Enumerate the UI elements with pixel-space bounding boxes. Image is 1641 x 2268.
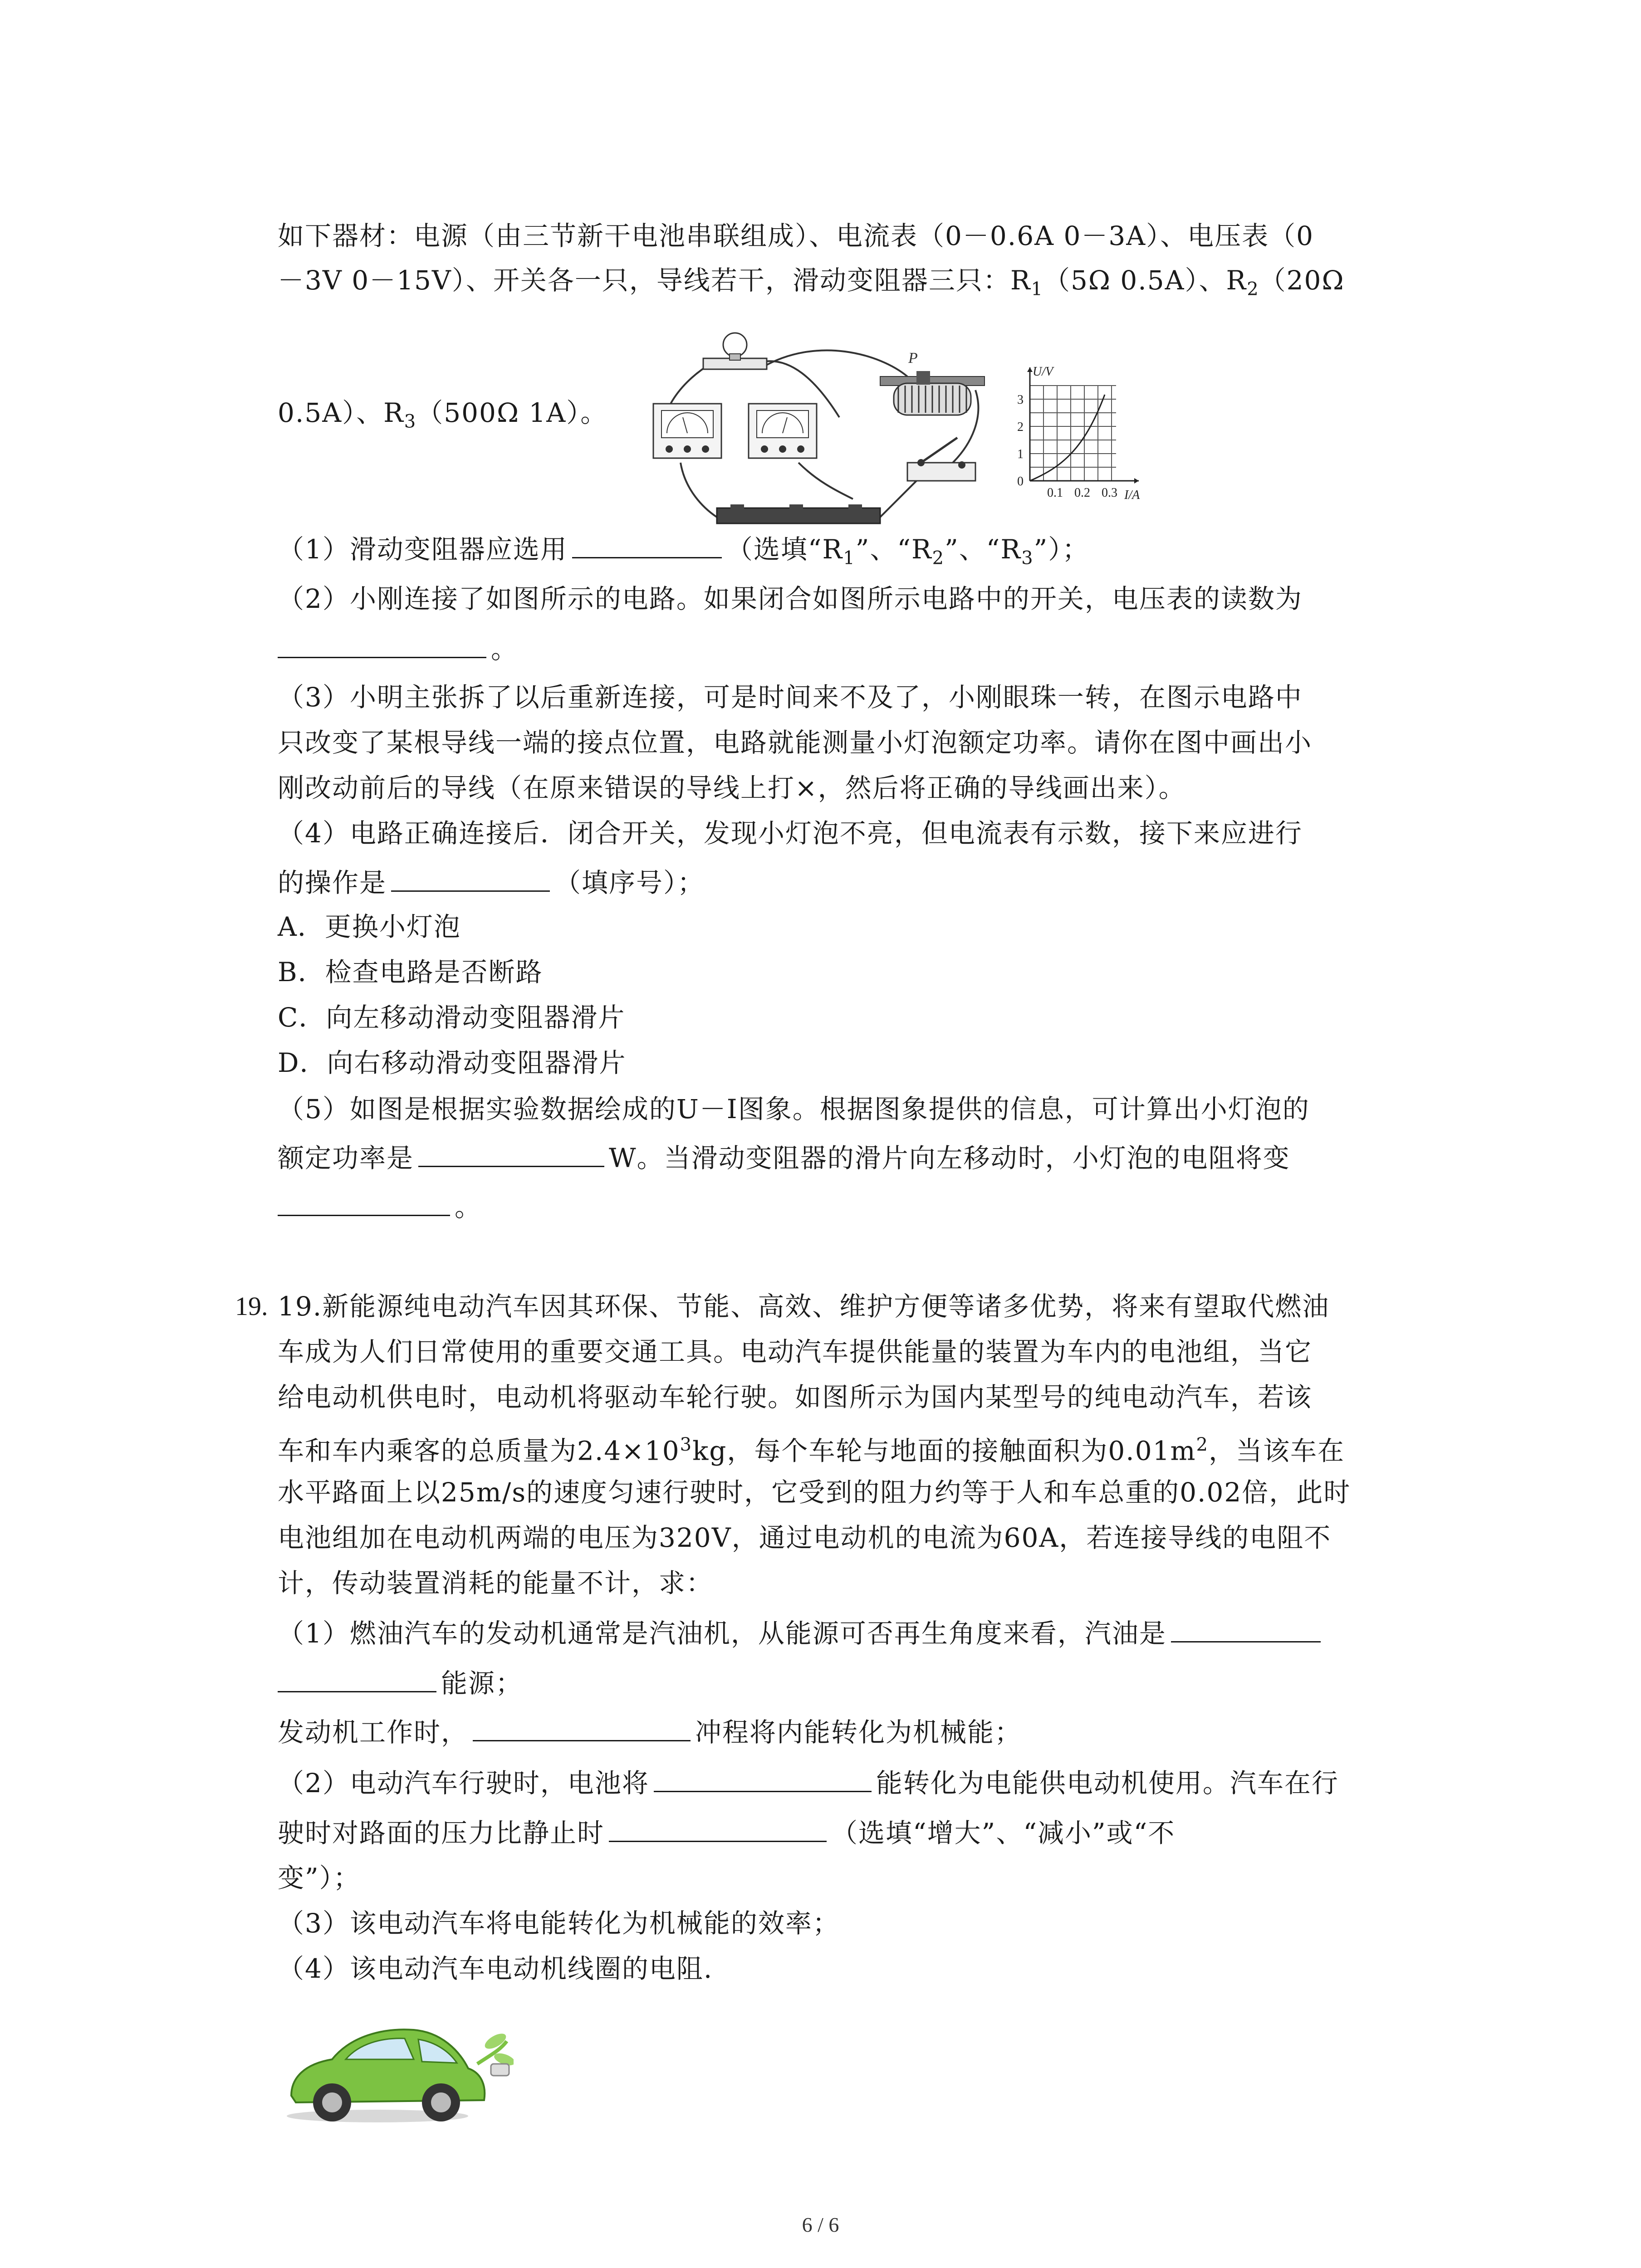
option-d: D．向右移动滑动变阻器滑片 bbox=[278, 1047, 627, 1078]
q19-part3: （3）该电动汽车将电能转化为机械能的效率； bbox=[278, 1908, 840, 1939]
electric-car-image bbox=[278, 2009, 514, 2127]
q18-part3-line3: 刚改动前后的导线（在原来错误的导线上打×，然后将正确的导线画出来）。 bbox=[278, 772, 1186, 803]
answer-blank[interactable] bbox=[418, 1139, 604, 1167]
q18-part5-line2: 额定功率是 W。当滑动变阻器的滑片向左移动时，小灯泡的电阻将变 bbox=[278, 1139, 1290, 1176]
rheostat-icon bbox=[880, 350, 985, 415]
option-a: A．更换小灯泡 bbox=[278, 911, 461, 942]
q18-part4-line2: 的操作是 （填序号）； bbox=[278, 864, 705, 901]
ammeter-icon bbox=[749, 404, 817, 458]
graph-xtick: 0.1 bbox=[1047, 486, 1063, 500]
q18-intro-line2: －3V 0－15V）、开关各一只，导线若干，滑动变阻器三只：$R_1(5\Omega$ 0.5A）、$R_2(20\Omega$ bbox=[278, 265, 1345, 300]
graph-ytick: 2 bbox=[1017, 420, 1024, 434]
q19-line5: 水平路面上以25m/s的速度匀速行驶时，它受到的阻力约等于人和车总重的0.02倍，此时 bbox=[278, 1477, 1351, 1508]
answer-blank[interactable] bbox=[473, 1714, 691, 1741]
q19-line2: 车成为人们日常使用的重要交通工具。电动汽车提供能量的装置为车内的电池组，当它 bbox=[278, 1336, 1313, 1367]
q18-intro-line3: 0.5A）、$R_3(500\Omega$ 1A）。 bbox=[278, 397, 608, 432]
graph-xtick: 0.3 bbox=[1102, 486, 1117, 500]
answer-blank[interactable] bbox=[278, 1188, 450, 1216]
voltmeter-icon bbox=[653, 404, 721, 458]
graph-ylabel: U/V bbox=[1033, 365, 1053, 379]
option-b: B．检查电路是否断路 bbox=[278, 957, 543, 987]
q19-part4: （4）该电动汽车电动机线圈的电阻. bbox=[278, 1953, 713, 1984]
q19-line3: 给电动机供电时，电动机将驱动车轮行驶。如图所示为国内某型号的纯电动汽车，若该 bbox=[278, 1382, 1313, 1413]
q18-part2-line1: （2）小刚连接了如图所示的电路。如果闭合如图所示电路中的开关，电压表的读数为 bbox=[278, 583, 1303, 614]
graph-ytick: 0 bbox=[1017, 474, 1024, 489]
q18-part2-line2: 。 bbox=[278, 631, 518, 667]
answer-blank[interactable] bbox=[1171, 1615, 1321, 1642]
graph-xlabel: I/A bbox=[1124, 488, 1140, 502]
q19-part2-line2: 驶时对路面的压力比静止时 （选填“增大”、“减小”或“不 bbox=[278, 1814, 1175, 1851]
answer-blank[interactable] bbox=[609, 1814, 827, 1842]
battery-icon bbox=[717, 504, 880, 523]
q19-part1-line1: （1）燃油汽车的发动机通常是汽油机，从能源可否再生角度来看，汽油是 bbox=[278, 1615, 1325, 1652]
light-bulb-icon bbox=[703, 333, 767, 369]
switch-icon bbox=[907, 438, 975, 481]
q18-part3-line1: （3）小明主张拆了以后重新连接，可是时间来不及了，小刚眼珠一转，在图示电路中 bbox=[278, 682, 1303, 713]
q19-line7: 计，传动装置消耗的能量不计，求： bbox=[278, 1568, 714, 1598]
question-number: 19. bbox=[235, 1291, 268, 1321]
q18-part4-line1: （4）电路正确连接后．闭合开关，发现小灯泡不亮，但电流表有示数，接下来应进行 bbox=[278, 818, 1303, 849]
q19-part2-line3: 变”）； bbox=[278, 1862, 361, 1893]
q18-part5-line3: 。 bbox=[278, 1188, 482, 1225]
slider-label: P bbox=[908, 350, 918, 367]
answer-blank[interactable] bbox=[278, 1665, 436, 1692]
q19-part2-line1: （2）电动汽车行驶时，电池将 能转化为电能供电动机使用。汽车在行 bbox=[278, 1765, 1339, 1801]
q18-intro-line1: 如下器材：电源（由三节新干电池串联组成）、电流表（0－0.6A 0－3A）、电压表（0 bbox=[278, 220, 1314, 251]
q18-part5-line1: （5）如图是根据实验数据绘成的U－I图象。根据图象提供的信息，可计算出小灯泡的 bbox=[278, 1094, 1310, 1124]
q19-part1-line3: 发动机工作时， 冲程将内能转化为机械能； bbox=[278, 1714, 1022, 1750]
option-c: C．向左移动滑动变阻器滑片 bbox=[278, 1002, 626, 1033]
q19-line6: 电池组加在电动机两端的电压为320V，通过电动机的电流为60A，若连接导线的电阻不 bbox=[278, 1522, 1332, 1553]
circuit-diagram bbox=[626, 327, 998, 526]
graph-xtick: 0.2 bbox=[1074, 486, 1090, 500]
graph-ytick: 3 bbox=[1017, 393, 1024, 407]
answer-blank[interactable] bbox=[278, 631, 486, 658]
answer-blank[interactable] bbox=[572, 531, 722, 558]
answer-blank[interactable] bbox=[654, 1765, 872, 1792]
q19-line4: 车和车内乘客的总质量为$2.4\times 10^3kg$，每个车轮与地面的接触面积为$0.01m^2$，当该车在 bbox=[278, 1434, 1345, 1466]
u-i-graph bbox=[1007, 358, 1157, 508]
q19-line1: 19.新能源纯电动汽车因其环保、节能、高效、维护方便等诸多优势，将来有望取代燃油 bbox=[278, 1291, 1330, 1322]
graph-ytick: 1 bbox=[1017, 447, 1024, 461]
page-number: 6 / 6 bbox=[802, 2213, 839, 2236]
q18-part3-line2: 只改变了某根导线一端的接点位置，电路就能测量小灯泡额定功率。请你在图中画出小 bbox=[278, 727, 1313, 758]
q18-part1: （1）滑动变阻器应选用 （选填“$R_1$”、“$R_2$”、“$R_3$”）； bbox=[278, 531, 1089, 577]
q19-part1-line2: 能源； bbox=[278, 1665, 523, 1701]
answer-blank[interactable] bbox=[391, 864, 550, 892]
